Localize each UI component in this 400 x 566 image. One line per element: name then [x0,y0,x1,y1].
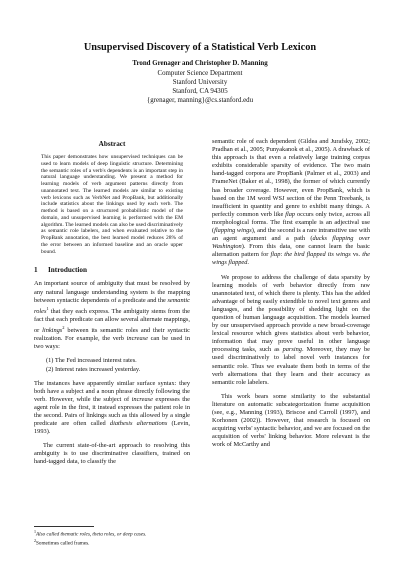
author-list: Trond Grenager and Christopher D. Manning [132,60,268,67]
footnote-marker: 1 [46,305,49,311]
example-list [46,357,190,373]
intro-paragraph-3: The current state-of-the-art approach to resolving this ambiguity is to use discriminative classifiers, trained on hand-tagged data, to classify the [34,442,190,466]
example-item: (1) The Fed increased interest rates. [46,357,137,365]
affiliation-city: Stanford, CA 94305 [172,88,228,95]
example-item: (2) Interest rates increased yesterday. [46,365,141,373]
footnote-2: $^2$Sometimes called frames. [34,538,90,547]
right-column [212,138,370,449]
affiliation-university: Stanford University [172,79,228,86]
abstract-heading: Abstract [98,140,126,148]
paper-title: Unsupervised Discovery of a Statistical Verb Lexicon [83,42,317,53]
section-heading-introduction [34,266,190,274]
intro-paragraph-5: We propose to address the challenge of data sparsity by learning models of verb behavior directly from raw unannotated text, of which there is plenty. This has the added advantage of being easily extendible to novel text genres and languages, and the possibility of shedding light on the question of human language acquisition. The models learned by our unsupervised approach provide a new broad-coverage lexical resource which gives statistics about verb behavior, information that may prove useful in other language processing tasks, such as parsing. Moreover, they may be used discriminatively to label novel verb instances for semantic role. Thus we evaluate them both in terms of the verb alternations that they learn and their accuracy as semantic role labelers. [212,273,370,386]
intro-paragraph-1: An important source of ambiguity that must be resolved by any natural language understanding system is the mapping between syntactic dependents of a predicate and the semantic roles$^1$ that they each express. The ambiguity stems from the fact that each predicate can allow several alternate mappings, or linkings$^2$ between its semantic roles and their syntactic realization. For example, the verb increase can be used in two ways: [34,280,190,351]
abstract-text: This paper demonstrates how unsupervised techniques can be used to learn models of deep linguistic structure. Determining the semantic roles of a verb's dependents is an important step in natural language understanding. We present a method for learning models of verb argument patterns directly from unannotated text. The learned models are similar to existing verb lexicons such as VerbNet and PropBank, but additionally include statistics about the linkings used by each verb. The method is based on a structured probabilistic model of the domain, and unsupervised learning is performed with the EM algorithm. The learned models can also be used discriminatively as semantic role labelers, and when evaluated relative to the PropBank annotation, the best learned model reduces 28% of the error between an informed baseline and an oracle upper bound. [41,154,183,255]
intro-paragraph-6: This work bears some similarity to the substantial literature on automatic subcategorization frame acquisition (see, e.g., Manning (1993), Briscoe and Carroll (1997), and Korhonen (2002)). However, that research is focused on acquiring verbs' syntactic behavior, and we are focused on the acquisition of verbs' linking behavior. More relevant is the work of McCarthy and [212,392,370,449]
affiliation-dept: Computer Science Department [157,70,243,77]
section-number: 1 [34,266,38,275]
author-email: {grenager, manning}@cs.stanford.edu [146,97,254,104]
intro-paragraph-4: semantic role of each dependent (Gildea and Jurafsky, 2002; Pradhan et al., 2005; Punyakanok et al., 2005). A drawback of this approach is that even a relatively large training corpus exhibits considerable sparsity of evidence. The two main hand-tagged corpora are PropBank (Palmer et al., 2003) and FrameNet (Baker et al., 1998), the former of which currently has broader coverage. However, even PropBank, which is based on the 1M word WSJ section of the Penn Treebank, is insufficient in quantity and genre to exhibit many things. A perfectly common verb like flap occurs only twice, across all morphological forms. The first example is an adjectival use (flapping wings), and the second is a rare intransitive use with an agent argument and a path (ducks flapping over Washington). From this data, one cannot learn the basic alternation pattern for flap: the bird flapped its wings vs. the wings flapped. [212,138,370,267]
left-column [34,140,190,467]
footnotes [34,526,190,547]
footnote-rule [34,526,94,527]
footnote-1: $^1$Also called thematic roles, theta roles, or deep cases. [34,529,147,538]
footnote-marker: 2 [62,325,65,331]
section-title: Introduction [48,266,88,275]
intro-paragraph-2: The instances have apparently similar surface syntax: they both have a subject and a noun phrase directly following the verb. However, while the subject of increase expresses the agent role in the first, it instead expresses the patient role in the second. Pairs of linkings such as this allowed by a single predicate are often called diathesis alternations (Levin, 1993). [34,379,190,436]
